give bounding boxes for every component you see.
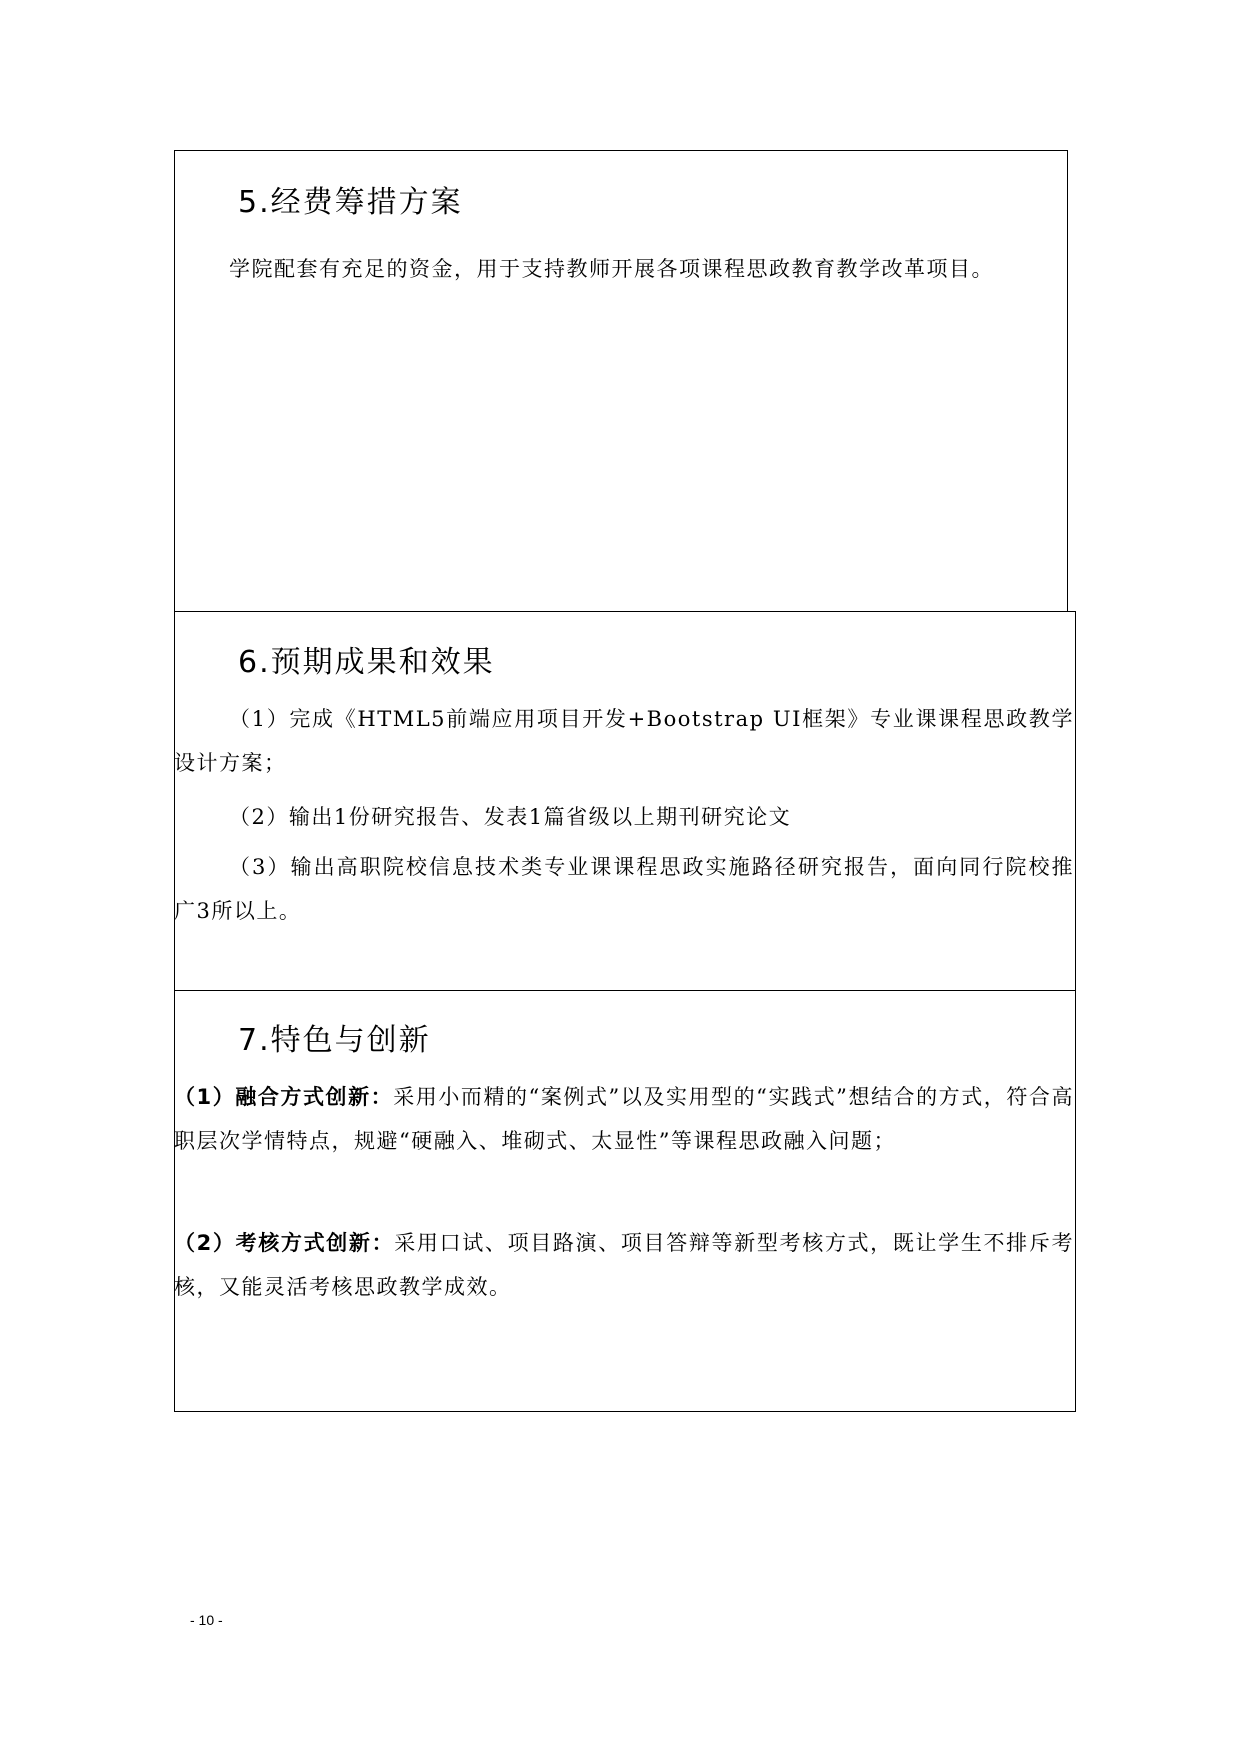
section-6-item-3: （3）输出高职院校信息技术类专业课课程思政实施路径研究报告，面向同行院校推广3所以上。 xyxy=(174,855,1074,923)
section-5-title: 5.经费筹措方案 xyxy=(238,185,463,220)
section-7-title: 7.特色与创新 xyxy=(238,1023,431,1058)
section-5-paragraph: 学院配套有充足的资金，用于支持教师开展各项课程思政教育教学改革项目。 xyxy=(229,257,994,281)
section-7-item-1 xyxy=(174,1075,1074,1163)
section-7-item-2 xyxy=(174,1221,1074,1309)
section-6-title: 6.预期成果和效果 xyxy=(238,645,495,680)
section-7-item-2-label: （2）考核方式创新： xyxy=(174,1231,395,1255)
section-7-item-2-text: 采用口试、项目路演、项目答辩等新型考核方式，既让学生不排斥考核，又能灵活考核思政教学成效。 xyxy=(174,1231,1074,1299)
section-6-item-2: （2）输出1份研究报告、发表1篇省级以上期刊研究论文 xyxy=(229,805,792,829)
page-number: - 10 - xyxy=(190,1612,223,1628)
section-6-item-1: （1）完成《HTML5前端应用项目开发+Bootstrap UI框架》专业课课程思政教学设计方案； xyxy=(174,707,1074,775)
section-7-item-1-label: （1）融合方式创新： xyxy=(174,1085,394,1109)
section-7-item-1-text: 采用小而精的“案例式”以及实用型的“实践式”想结合的方式，符合高职层次学情特点，规避“硬融入、堆砌式、太显性”等课程思政融入问题； xyxy=(174,1085,1074,1153)
